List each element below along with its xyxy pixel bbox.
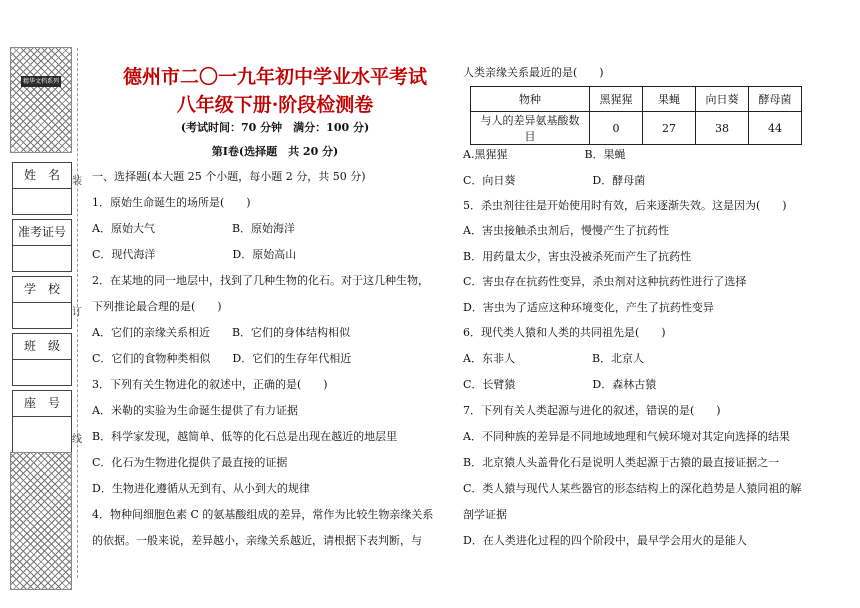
q-text: C．向日葵 D．酵母菌 [463,174,646,187]
field-exam-id [12,219,72,272]
q-text: 5．杀虫剂往往是开始使用时有效，后来逐渐失效。这是因为( ) [463,199,787,212]
q-text: 2．在某地的同一地层中，找到了几种生物的化石。对于这几种生物， [92,274,429,287]
field-class-label: 班 级 [13,334,71,360]
table-header-cell: 物种 [471,87,590,112]
exam-subtitle: 八年级下册·阶段检测卷 [176,94,374,116]
table-cell: 44 [749,112,802,145]
field-school-label: 学 校 [13,277,71,303]
cut-label-2: 订 [72,307,82,318]
q-text: C．现代海洋 D．原始高山 [92,248,297,261]
table-header-row [471,87,802,112]
section-title: 第Ⅰ卷(选择题 共 20 分) [211,145,339,158]
table-row [471,112,802,145]
table-cell: 0 [590,112,643,145]
field-class-blank[interactable] [13,360,71,385]
q-text: 下列推论最合理的是( ) [92,300,222,313]
q-text: A．原始大气 B．原始海洋 [92,222,296,235]
table-header-cell: 酵母菌 [749,87,802,112]
q-text: 6．现代类人猿和人类的共同祖先是( ) [463,326,666,339]
field-name-blank[interactable] [13,189,71,214]
q-text: B．用药量太少，害虫没被杀死而产生了抗药性 [463,250,692,263]
field-name-label: 姓 名 [13,163,71,189]
table-header-cell: 果蝇 [643,87,696,112]
q-text: A．不同种族的差异是不同地域地理和气候环境对其定向选择的结果 [463,430,790,443]
q-text: 1．原始生命诞生的场所是( ) [92,196,251,209]
table-cell: 与人的差异氨基酸数目 [471,112,590,145]
field-class [12,333,72,386]
q-text: 3．下列有关生物进化的叙述中，正确的是( ) [92,378,328,391]
q-text: 剖学证据 [463,508,507,521]
exam-info: (考试时间：70 分钟 满分：100 分) [180,121,370,134]
field-school [12,276,72,329]
q-text: B．北京猿人头盖骨化石是说明人类起源于古猿的最直接证据之一 [463,456,780,469]
q-text: 7．下列有关人类起源与进化的叙述，错误的是( ) [463,404,721,417]
q-text: C．它们的食物种类相似 D．它们的生存年代相近 [92,352,352,365]
q-text: 一、选择题(本大题 25 个小题，每小题 2 分，共 50 分) [92,170,366,183]
q-text: A．米勒的实验为生命诞生提供了有力证据 [92,404,298,417]
field-school-blank[interactable] [13,303,71,328]
q-text: A.黑猩猩 B．果蝇 [463,148,626,161]
q-text: C．长臂猿 D．森林古猿 [463,378,657,391]
q-text: A．东非人 B．北京人 [463,352,645,365]
table-header-cell: 向日葵 [696,87,749,112]
q-text: D．生物进化遵循从无到有、从小到大的规律 [92,482,310,495]
sidebar-logo: 精华文档系列 [22,78,59,85]
q-text: A．害虫接触杀虫剂后，慢慢产生了抗药性 [463,224,669,237]
q-text: 人类亲缘关系最近的是( ) [463,66,604,79]
table-cell: 27 [643,112,696,145]
sidebar-bottom-pattern [10,452,72,590]
amino-acid-table [470,86,802,145]
q-text: B．科学家发现，越简单、低等的化石总是出现在越近的地层里 [92,430,398,443]
q-text: 的依据。一般来说，差异越小，亲缘关系越近，请根据下表判断，与 [92,534,422,547]
exam-title: 德州市二〇一九年初中学业水平考试 [122,66,427,88]
q-text: C．害虫存在抗药性变异，杀虫剂对这种抗药性进行了选择 [463,275,747,288]
cut-label-1: 装 [72,176,82,187]
field-exam-id-blank[interactable] [13,246,71,271]
field-name [12,162,72,215]
field-seat-label: 座 号 [13,391,71,417]
sidebar-top-pattern [10,47,72,153]
q-text: C．化石为生物进化提供了最直接的证据 [92,456,288,469]
q-text: 4．物种间细胞色素 C 的氨基酸组成的差异，常作为比较生物亲缘关系 [92,508,434,521]
q-text: C．类人猿与现代人某些器官的形态结构上的深化趋势是人猿同祖的解 [463,482,802,495]
field-exam-id-label: 准考证号 [13,220,71,246]
q-text: A．它们的亲缘关系相近 B．它们的身体结构相似 [92,326,351,339]
table-header-cell: 黑猩猩 [590,87,643,112]
table-cell: 38 [696,112,749,145]
q-text: D．在人类进化过程的四个阶段中，最早学会用火的是能人 [463,534,747,547]
cut-label-3: 线 [72,434,82,445]
q-text: D．害虫为了适应这种环境变化，产生了抗药性变异 [463,301,714,314]
